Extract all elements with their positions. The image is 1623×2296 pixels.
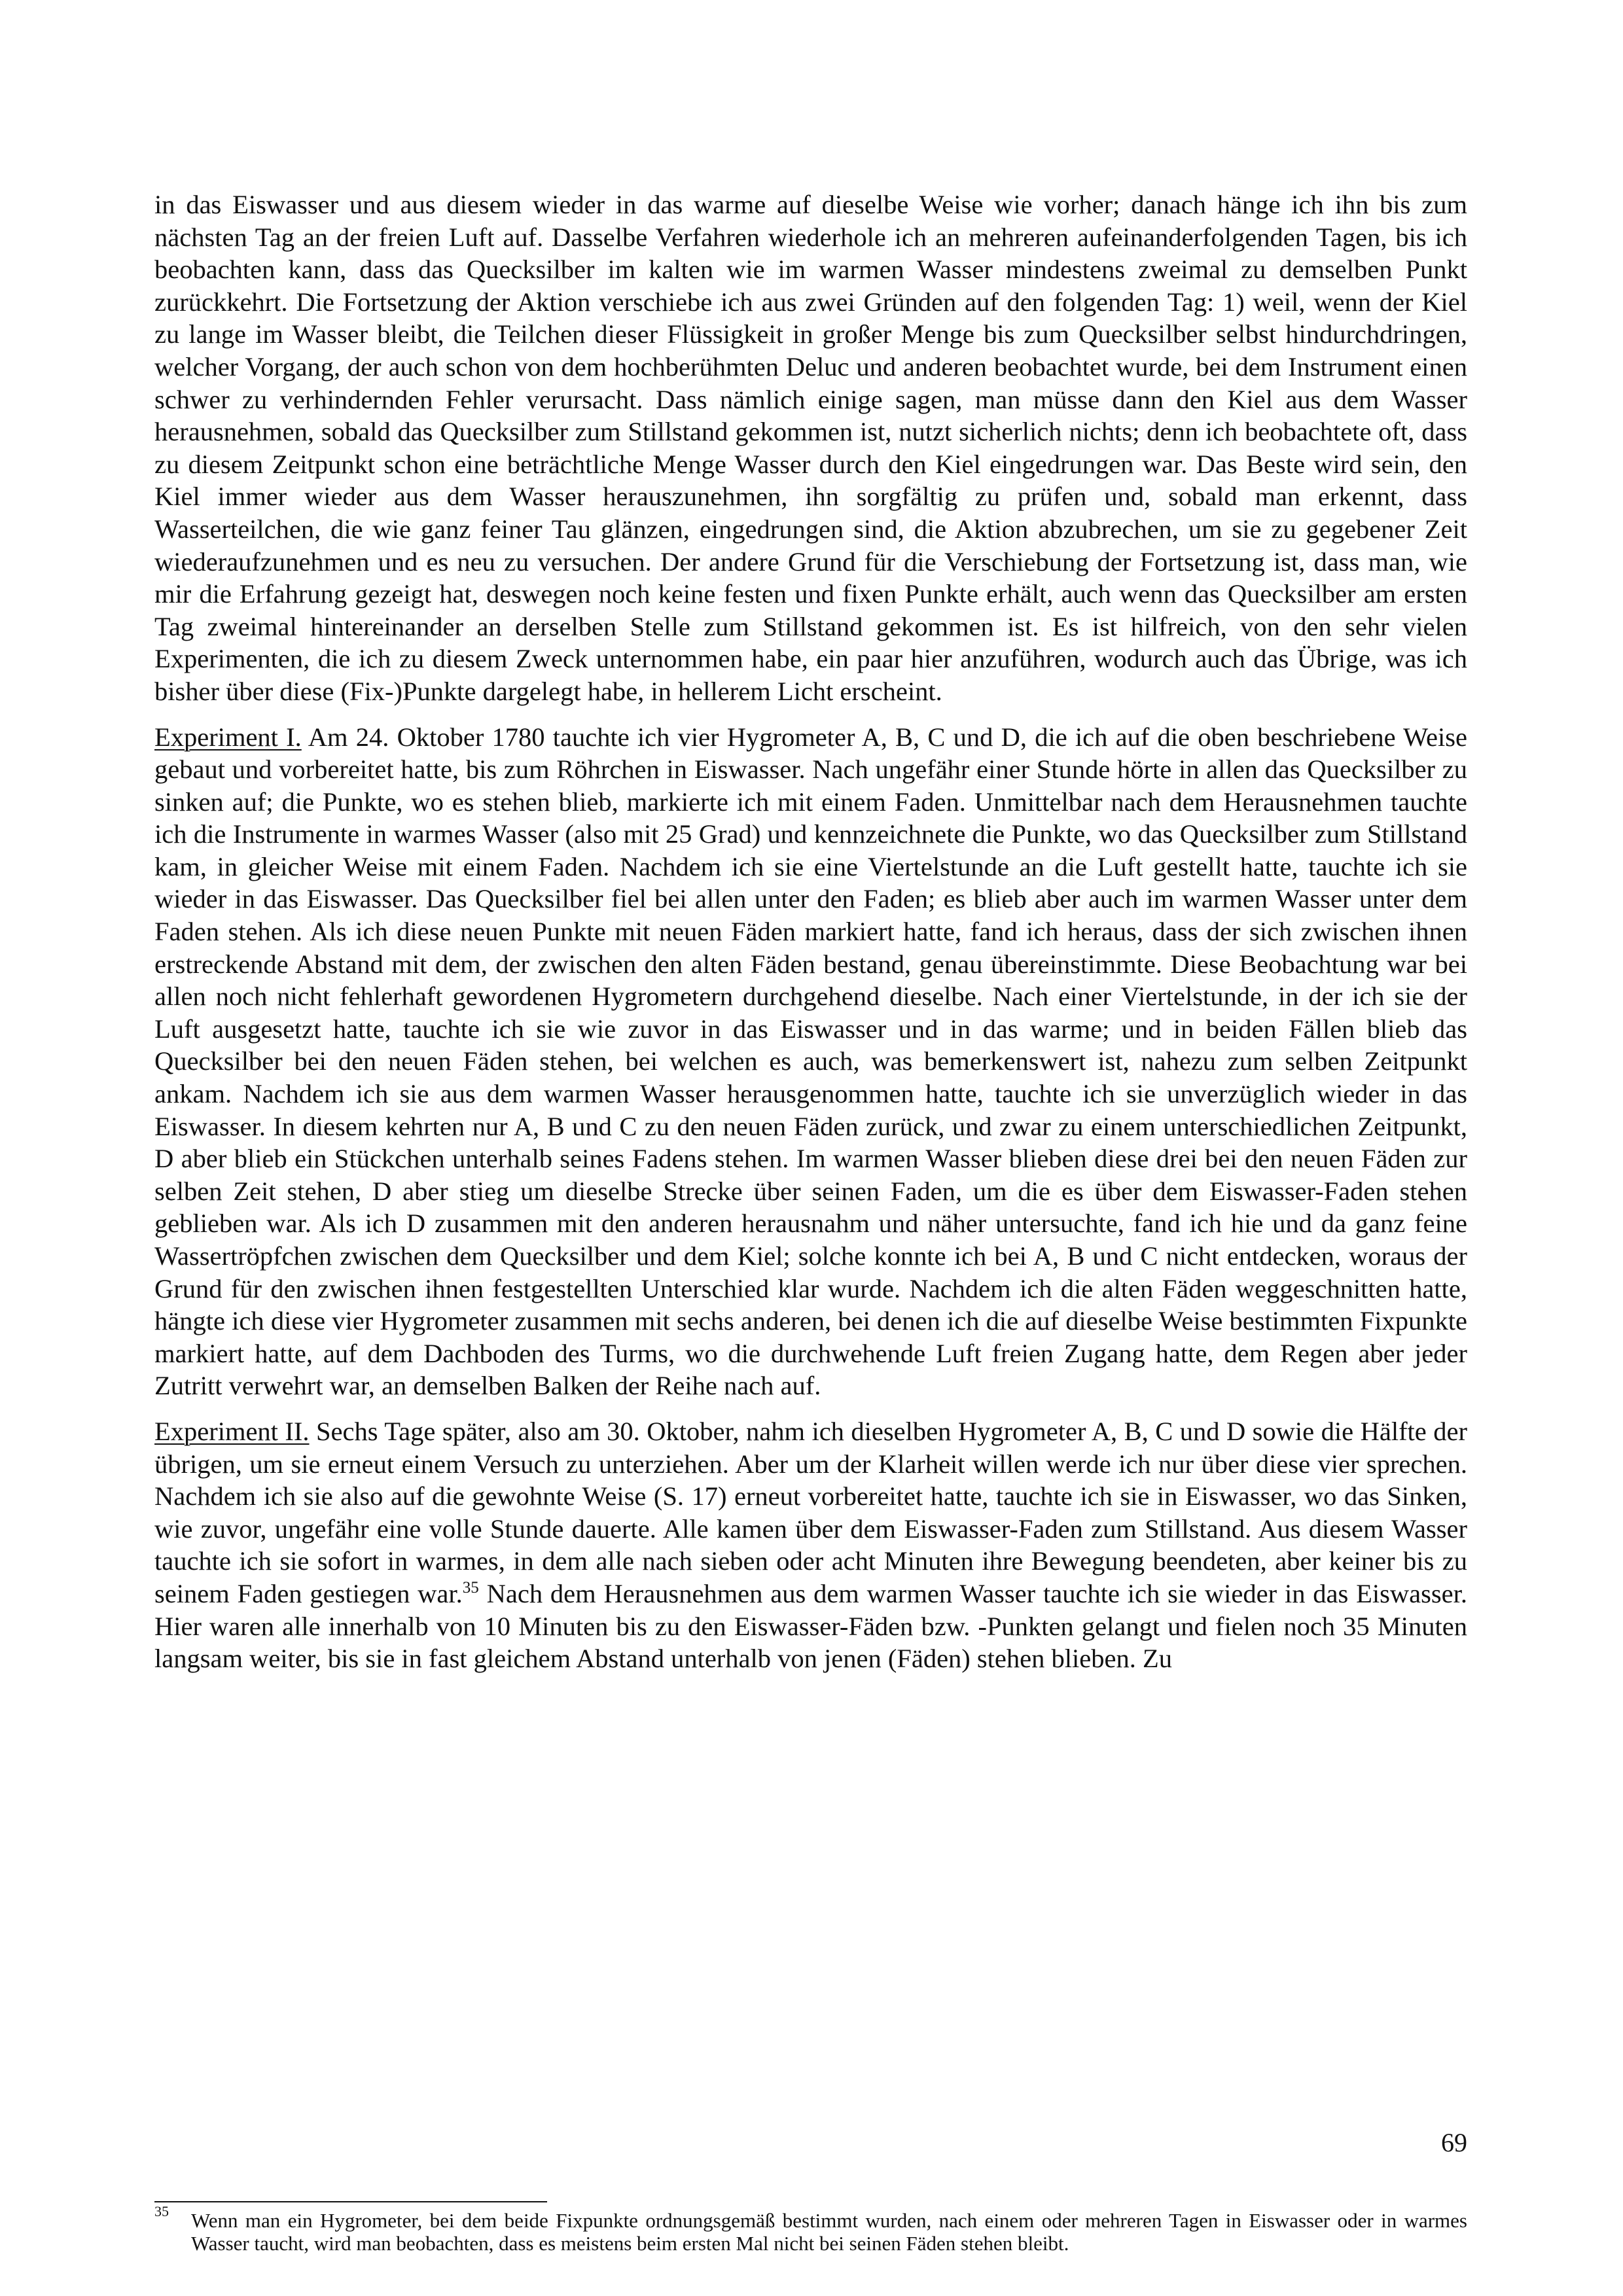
paragraph-text-continued: Nach dem Herausnehmen aus dem warmen Wasser tauchte ich sie wieder in das Eiswasser. Hier waren alle innerhalb von 10 Minuten bis zu den Eiswasser-Fäden bzw. -Punkten gelangt und fielen noch 35 Minuten langsam weiter, bis sie in fast gleichem Abstand unterhalb von jenen (Fäden) stehen blieben. Zu [154,1578,1467,1674]
footnote-reference[interactable]: 35 [462,1578,479,1597]
paragraph-experiment-2 [154,1415,1467,1675]
footnote [154,2203,1467,2255]
paragraph-text: Sechs Tage später, also am 30. Oktober, nahm ich dieselben Hygrometer A, B, C und D sowie die Hälfte der übrigen, um sie erneut einem Versuch zu unterziehen. Aber um der Klarheit willen werde ich nur über diese vier sprechen. Nachdem ich sie also auf die gewohnte Weise (S. 17) erneut vorbereitet hatte, tauchte ich sie in Eiswasser, wo das Sinken, wie zuvor, ungefähr eine volle Stunde dauerte. Alle kamen über dem Eiswasser-Faden zum Stillstand. Aus diesem Wasser tauchte ich sie sofort in warmes, in dem alle nach sieben oder acht Minuten ihre Bewegung beendeten, aber keiner bis zu seinem Faden gestiegen war. [154,1416,1467,1608]
paragraph-text: in das Eiswasser und aus diesem wieder in das warme auf dieselbe Weise wie vorher; danach hänge ich ihn bis zum nächsten Tag an der freien Luft auf. Dasselbe Verfahren wiederhole ich an mehreren aufeinanderfolgenden Tagen, bis ich beobachten kann, dass das Quecksilber im kalten wie im warmen Wasser mindestens zweimal zu demselben Punkt zurückkehrt. Die Fortsetzung der Aktion verschiebe ich aus zwei Gründen auf den folgenden Tag: 1) weil, wenn der Kiel zu lange im Wasser bleibt, die Teilchen dieser Flüssigkeit in großer Menge bis zum Quecksilber selbst hindurchdringen, welcher Vorgang, der auch schon von dem hochberühmten Deluc und anderen beobachtet wurde, bei dem Instrument einen schwer zu verhindernden Fehler verursacht. Dass nämlich einige sagen, man müsse dann den Kiel aus dem Wasser herausnehmen, sobald das Quecksilber zum Stillstand gekommen ist, nutzt sicherlich nichts; denn ich beobachtete oft, dass zu diesem Zeitpunkt schon eine beträchtliche Menge Wasser durch den Kiel eingedrungen war. Das Beste wird sein, den Kiel immer wieder aus dem Wasser herauszunehmen, ihn sorgfältig zu prüfen und, sobald man erkennt, dass Wasserteilchen, die wie ganz feiner Tau glänzen, eingedrungen sind, die Aktion abzubrechen, um sie zu gegebener Zeit wiederaufzunehmen und es neu zu versuchen. Der andere Grund für die Verschiebung der Fortsetzung ist, dass man, wie mir die Erfahrung gezeigt hat, deswegen noch keine festen und fixen Punkte erhält, auch wenn das Quecksilber am ersten Tag zweimal hintereinander an derselben Stelle zum Stillstand gekommen ist. Es ist hilfreich, von den sehr vielen Experimenten, die ich zu diesem Zweck unternommen habe, ein paar hier anzuführen, wodurch auch das Übrige, was ich bisher über diese (Fix-)Punkte dargelegt habe, in hellerem Licht erscheint. [154,190,1467,706]
paragraph-experiment-1 [154,721,1467,1402]
experiment-heading: Experiment II. [154,1416,310,1446]
footnote-number: 35 [154,2203,169,2219]
paragraph-intro [154,188,1467,708]
footnote-text: Wenn man ein Hygrometer, bei dem beide Fixpunkte ordnungsgemäß bestimmt wurden, nach einem oder mehreren Tagen in Eiswasser oder in warmes Wasser taucht, wird man beobachten, dass es meistens beim ersten Mal nicht bei seinen Fäden stehen bleibt. [191,2209,1467,2255]
page-number: 69 [1441,2128,1467,2157]
paragraph-text: Am 24. Oktober 1780 tauchte ich vier Hygrometer A, B, C und D, die ich auf die oben beschriebene Weise gebaut und vorbereitet hatte, bis zum Röhrchen in Eiswasser. Nach ungefähr einer Stunde hörte in allen das Quecksilber zu sinken auf; die Punkte, wo es stehen blieb, markierte ich mit einem Faden. Unmittelbar nach dem Herausnehmen tauchte ich die Instrumente in warmes Wasser (also mit 25 Grad) und kennzeichnete die Punkte, wo das Quecksilber zum Stillstand kam, in gleicher Weise mit einem Faden. Nachdem ich sie eine Viertelstunde an die Luft gestellt hatte, tauchte ich sie wieder in das Eiswasser. Das Quecksilber fiel bei allen unter den Faden; es blieb aber auch im warmen Wasser unter dem Faden stehen. Als ich diese neuen Punkte mit neuen Fäden markiert hatte, fand ich heraus, dass der sich zwischen ihnen erstreckende Abstand mit dem, der zwischen den alten Fäden bestand, genau übereinstimmte. Diese Beobachtung war bei allen noch nicht fehlerhaft gewordenen Hygrometern durchgehend dieselbe. Nach einer Viertelstunde, in der ich sie der Luft ausgesetzt hatte, tauchte ich sie wie zuvor in das Eiswasser und in das warme; und in beiden Fällen blieb das Quecksilber bei den neuen Fäden stehen, bei welchen es auch, was bemerkenswert ist, nahezu zum selben Zeitpunkt ankam. Nachdem ich sie aus dem warmen Wasser herausgenommen hatte, tauchte ich sie unverzüglich wieder in das Eiswasser. In diesem kehrten nur A, B und C zu den neuen Fäden zurück, und zwar zu einem unterschiedlichen Zeitpunkt, D aber blieb ein Stückchen unterhalb seines Fadens stehen. Im warmen Wasser blieben diese drei bei den neuen Fäden zur selben Zeit stehen, D aber stieg um dieselbe Strecke über seinen Faden, um die es über dem Eiswasser-Faden stehen geblieben war. Als ich D zusammen mit den anderen herausnahm und näher untersuchte, fand ich hie und da ganz feine Wassertröpfchen zwischen dem Quecksilber und dem Kiel; solche konnte ich bei A, B und C nicht entdecken, woraus der Grund für den zwischen ihnen festgestellten Unterschied klar wurde. Nachdem ich die alten Fäden weggeschnitten hatte, hängte ich diese vier Hygrometer zusammen mit sechs anderen, bei denen ich die auf dieselbe Weise bestimmten Fixpunkte markiert hatte, auf dem Dachboden des Turms, wo die durchwehende Luft freien Zugang hatte, dem Regen aber jeder Zutritt verwehrt war, an demselben Balken der Reihe nach auf. [154,722,1468,1401]
experiment-heading: Experiment I. [154,722,302,752]
body-text [154,188,1467,1675]
footnote-divider [154,2201,547,2202]
